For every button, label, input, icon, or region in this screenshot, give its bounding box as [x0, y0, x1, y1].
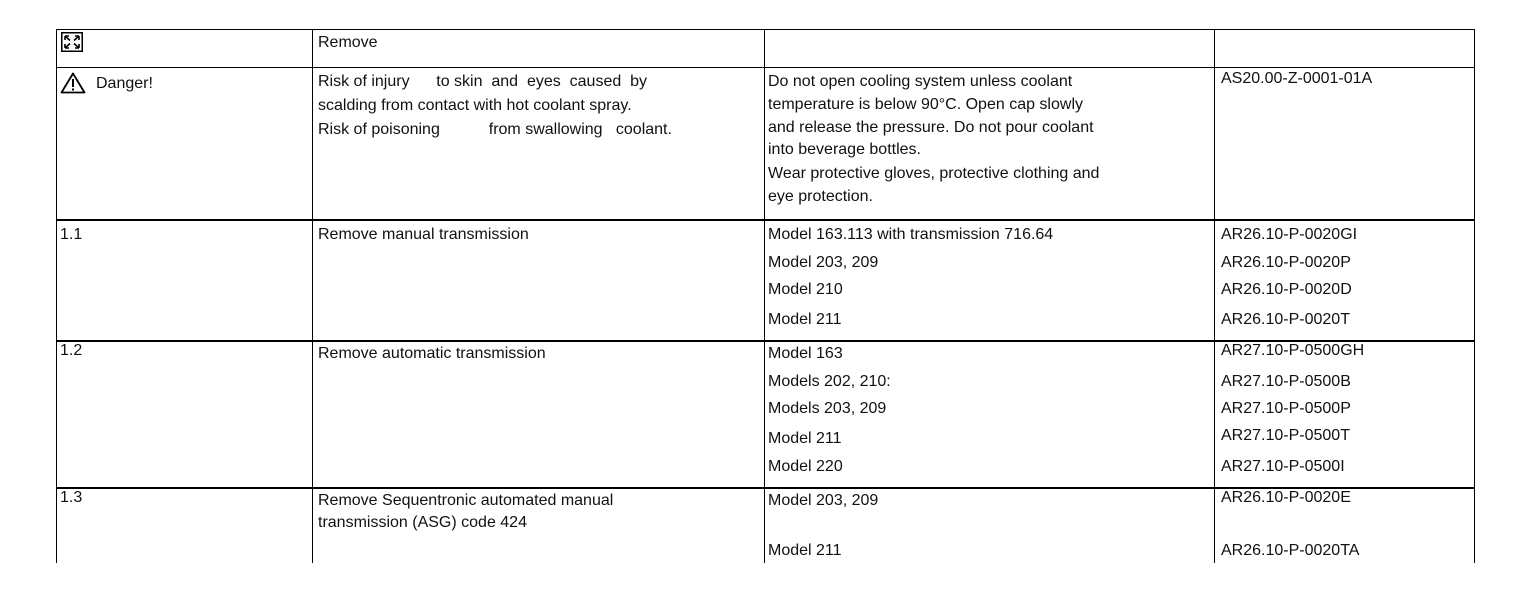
table-left-border — [56, 29, 57, 563]
reference-link[interactable]: AR26.10-P-0020GI — [1221, 226, 1358, 243]
step-number: 1.3 — [60, 489, 83, 506]
reference-link[interactable]: AR26.10-P-0020TA — [1221, 542, 1360, 559]
model-text: Model 211 — [768, 542, 842, 559]
row-divider-danger — [56, 219, 1475, 221]
danger-risk-line: Risk of poisoning from swallowing coolant. — [318, 121, 672, 138]
column-divider-2 — [764, 29, 765, 563]
step-title: Remove manual transmission — [318, 226, 529, 243]
reference-link[interactable]: AR27.10-P-0500GH — [1221, 342, 1365, 359]
reference-link[interactable]: AR26.10-P-0020P — [1221, 254, 1351, 271]
step-title: transmission (ASG) code 424 — [318, 514, 527, 531]
step-title: Remove automatic transmission — [318, 345, 546, 362]
model-text: Model 210 — [768, 281, 843, 298]
column-divider-1 — [312, 29, 313, 563]
model-text: Models 203, 209 — [768, 400, 887, 417]
danger-risk-line: scalding from contact with hot coolant spray. — [318, 97, 632, 114]
model-text: Model 163.113 with transmission 716.64 — [768, 226, 1054, 243]
model-text: Model 220 — [768, 458, 843, 475]
table-top-border — [56, 29, 1475, 30]
column-divider-3 — [1214, 29, 1215, 563]
model-text: Model 203, 209 — [768, 492, 879, 509]
reference-link[interactable]: AR26.10-P-0020E — [1221, 489, 1351, 506]
danger-label: Danger! — [96, 75, 153, 92]
danger-precaution-line: and release the pressure. Do not pour coolant — [768, 119, 1094, 136]
model-text: Model 211 — [768, 430, 842, 447]
danger-precaution-line: into beverage bottles. — [768, 141, 921, 158]
header-action: Remove — [318, 34, 378, 51]
danger-precaution-line: eye protection. — [768, 188, 873, 205]
reference-link[interactable]: AR27.10-P-0500T — [1221, 427, 1350, 444]
danger-precaution-line: Do not open cooling system unless coolant — [768, 73, 1073, 90]
reference-link[interactable]: AR26.10-P-0020D — [1221, 281, 1352, 298]
model-text: Model 163 — [768, 345, 843, 362]
step-title: Remove Sequentronic automated manual — [318, 492, 614, 509]
danger-precaution-line: temperature is below 90°C. Open cap slowly — [768, 96, 1083, 113]
reference-link[interactable]: AR27.10-P-0500B — [1221, 373, 1351, 390]
step-number: 1.1 — [60, 226, 83, 243]
danger-reference-link[interactable]: AS20.00-Z-0001-01A — [1221, 70, 1373, 87]
reference-link[interactable]: AR27.10-P-0500P — [1221, 400, 1351, 417]
model-text: Model 203, 209 — [768, 254, 879, 271]
expand-arrows-icon — [61, 32, 83, 52]
table-right-border — [1474, 29, 1475, 563]
danger-risk-line: Risk of injury to skin and eyes caused by — [318, 73, 648, 90]
reference-link[interactable]: AR26.10-P-0020T — [1221, 311, 1350, 328]
warning-triangle-icon — [60, 72, 86, 94]
step-number: 1.2 — [60, 342, 83, 359]
model-text: Models 202, 210: — [768, 373, 891, 390]
danger-precaution-line: Wear protective gloves, protective clothing and — [768, 165, 1100, 182]
model-text: Model 211 — [768, 311, 842, 328]
reference-link[interactable]: AR27.10-P-0500I — [1221, 458, 1345, 475]
